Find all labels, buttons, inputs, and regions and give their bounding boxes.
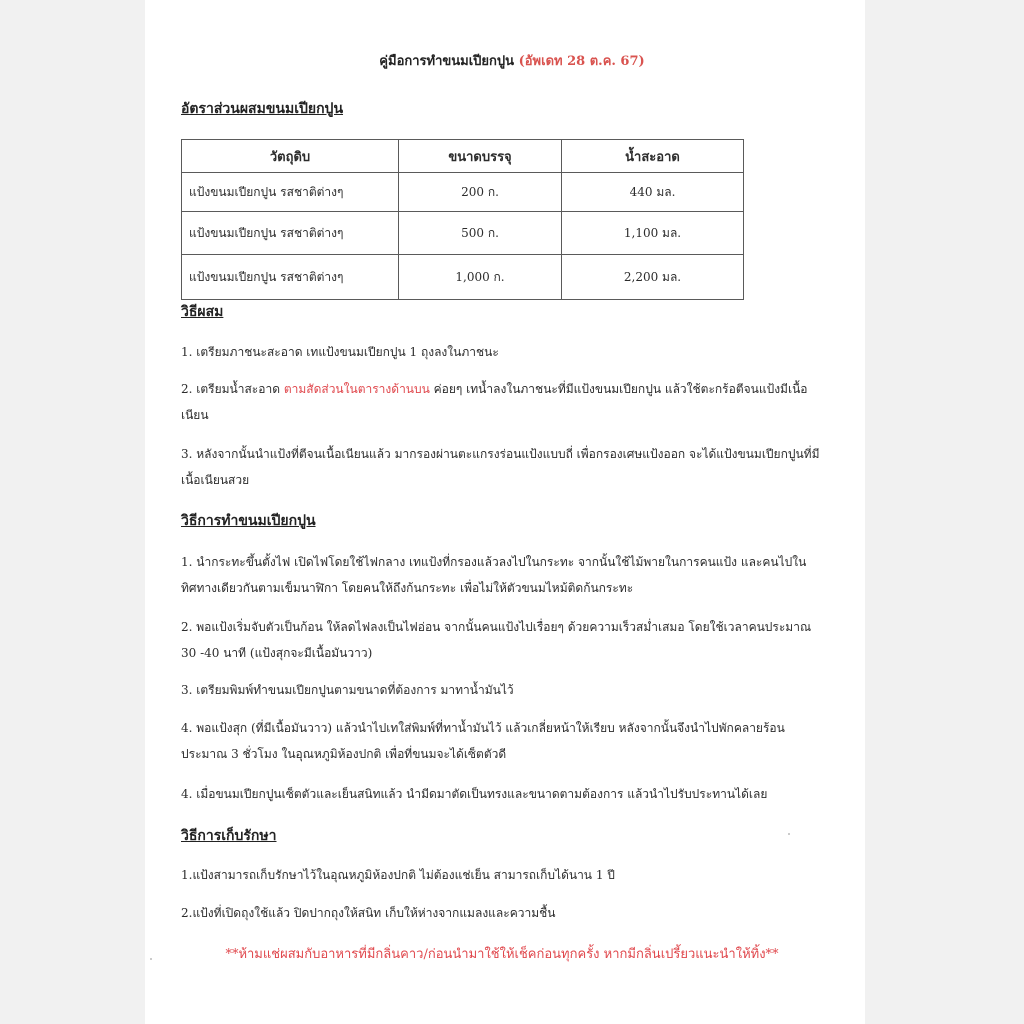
- mix-step-2: [181, 376, 821, 428]
- store-step-1: 1.แป้งสามารถเก็บรักษาไว้ในอุณหภูมิห้องปกติ ไม่ต้องแช่เย็น สามารถเก็บได้นาน 1 ปี: [181, 868, 615, 882]
- mix-step-2-highlight: ตามสัดส่วนในตารางด้านบน: [283, 382, 430, 396]
- mix-step-2-text-a: 2. เตรียมน้ำสะอาด: [181, 382, 284, 396]
- cook-step-4: 4. พอแป้งสุก (ที่มีเนื้อมันวาว) แล้วนำไปเทใส่พิมพ์ที่ทาน้ำมันไว้ แล้วเกลี่ยหน้าให้เรียบ หลังจากนั้นจึงนำไปพักคลายร้อนประมาณ 3 ชั่วโมง ในอุณหภูมิห้องปกติ เพื่อที่ขนมจะได้เซ็ตตัวดี: [181, 721, 785, 761]
- header-ingredient: วัตถุดิบ: [182, 140, 399, 173]
- cook-step-3: 3. เตรียมพิมพ์ทำขนมเปียกปูนตามขนาดที่ต้องการ มาทาน้ำมันไว้: [181, 683, 514, 697]
- cook-step-2: 2. พอแป้งเริ่มจับตัวเป็นก้อน ให้ลดไฟลงเป็นไฟอ่อน จากนั้นคนแป้งไปเรื่อยๆ ด้วยความเร็วสม่ำเสมอ โดยใช้เวลาคนประมาณ 30 -40 นาที (แป้งสุกจะมีเนื้อมันวาว): [181, 620, 812, 660]
- cook-heading: วิธีการทำขนมเปียกปูน: [181, 513, 316, 529]
- cook-step-1: 1. นำกระทะขึ้นตั้งไฟ เปิดไฟโดยใช้ไฟกลาง เทแป้งที่กรองแล้วลงไปในกระทะ จากนั้นใช้ไม้พายในการคนแป้ง และคนไปในทิศทางเดียวกันตามเข็มนาฬิกา โดยคนให้ถึงก้นกระทะ เพื่อไม่ให้ตัวขนมไหม้ติดก้นกระทะ: [181, 555, 807, 595]
- cell-water: 440 มล.: [562, 173, 744, 212]
- cell-ingredient: แป้งขนมเปียกปูน รสชาติต่างๆ: [182, 173, 399, 212]
- ratio-table: [181, 139, 744, 300]
- header-package-size: ขนาดบรรจุ: [399, 140, 562, 173]
- mix-step-3: 3. หลังจากนั้นนำแป้งที่ตีจนเนื้อเนียนแล้ว มากรองผ่านตะแกรงร่อนแป้งแบบถี่ เพื่อกรองเศษแป้งออก จะได้แป้งขนมเปียกปูนที่มีเนื้อเนียนสวย: [181, 447, 820, 487]
- cell-package-size: 200 ก.: [399, 173, 562, 212]
- table-row: [182, 173, 744, 212]
- store-heading: วิธีการเก็บรักษา: [181, 828, 277, 844]
- mix-step-2-text-b: ค่อยๆ เทน้ำลงในภาชนะที่มีแป้งขนมเปียกปูน แล้วใช้ตะกร้อตีจนแป้งมีเนื้อเนียน: [181, 382, 808, 422]
- mix-heading: วิธีผสม: [181, 304, 224, 320]
- title-update-date: (อัพเดท 28 ต.ค. 67): [518, 54, 645, 69]
- scan-speck: [788, 833, 790, 835]
- table-row: [182, 212, 744, 255]
- cell-package-size: 500 ก.: [399, 212, 562, 255]
- warning-note: **ห้ามแช่ผสมกับอาหารที่มีกลิ่นคาว/ก่อนนำมาใช้ให้เช็คก่อนทุกครั้ง หากมีกลิ่นเปรี้ยวแนะนำให้ทิ้ง**: [225, 947, 779, 962]
- table-row: [182, 255, 744, 300]
- header-water: น้ำสะอาด: [562, 140, 744, 173]
- store-step-2: 2.แป้งที่เปิดถุงใช้แล้ว ปิดปากถุงให้สนิท เก็บให้ห่างจากแมลงและความชื้น: [181, 906, 556, 920]
- cell-water: 2,200 มล.: [562, 255, 744, 300]
- title-main: คู่มือการทำขนมเปียกปูน: [379, 54, 515, 69]
- cell-package-size: 1,000 ก.: [399, 255, 562, 300]
- cell-ingredient: แป้งขนมเปียกปูน รสชาติต่างๆ: [182, 212, 399, 255]
- mix-step-1: 1. เตรียมภาชนะสะอาด เทแป้งขนมเปียกปูน 1 ถุงลงในภาชนะ: [181, 345, 499, 359]
- cook-step-5: 4. เมื่อขนมเปียกปูนเซ็ตตัวและเย็นสนิทแล้ว นำมีดมาตัดเป็นทรงและขนาดตามต้องการ แล้วนำไปรับประทานได้เลย: [181, 787, 768, 801]
- scan-speck: [150, 958, 152, 960]
- cell-water: 1,100 มล.: [562, 212, 744, 255]
- ratio-heading: อัตราส่วนผสมขนมเปียกปูน: [181, 101, 344, 117]
- cell-ingredient: แป้งขนมเปียกปูน รสชาติต่างๆ: [182, 255, 399, 300]
- document-title: [0, 50, 1024, 71]
- table-header-row: [182, 140, 744, 173]
